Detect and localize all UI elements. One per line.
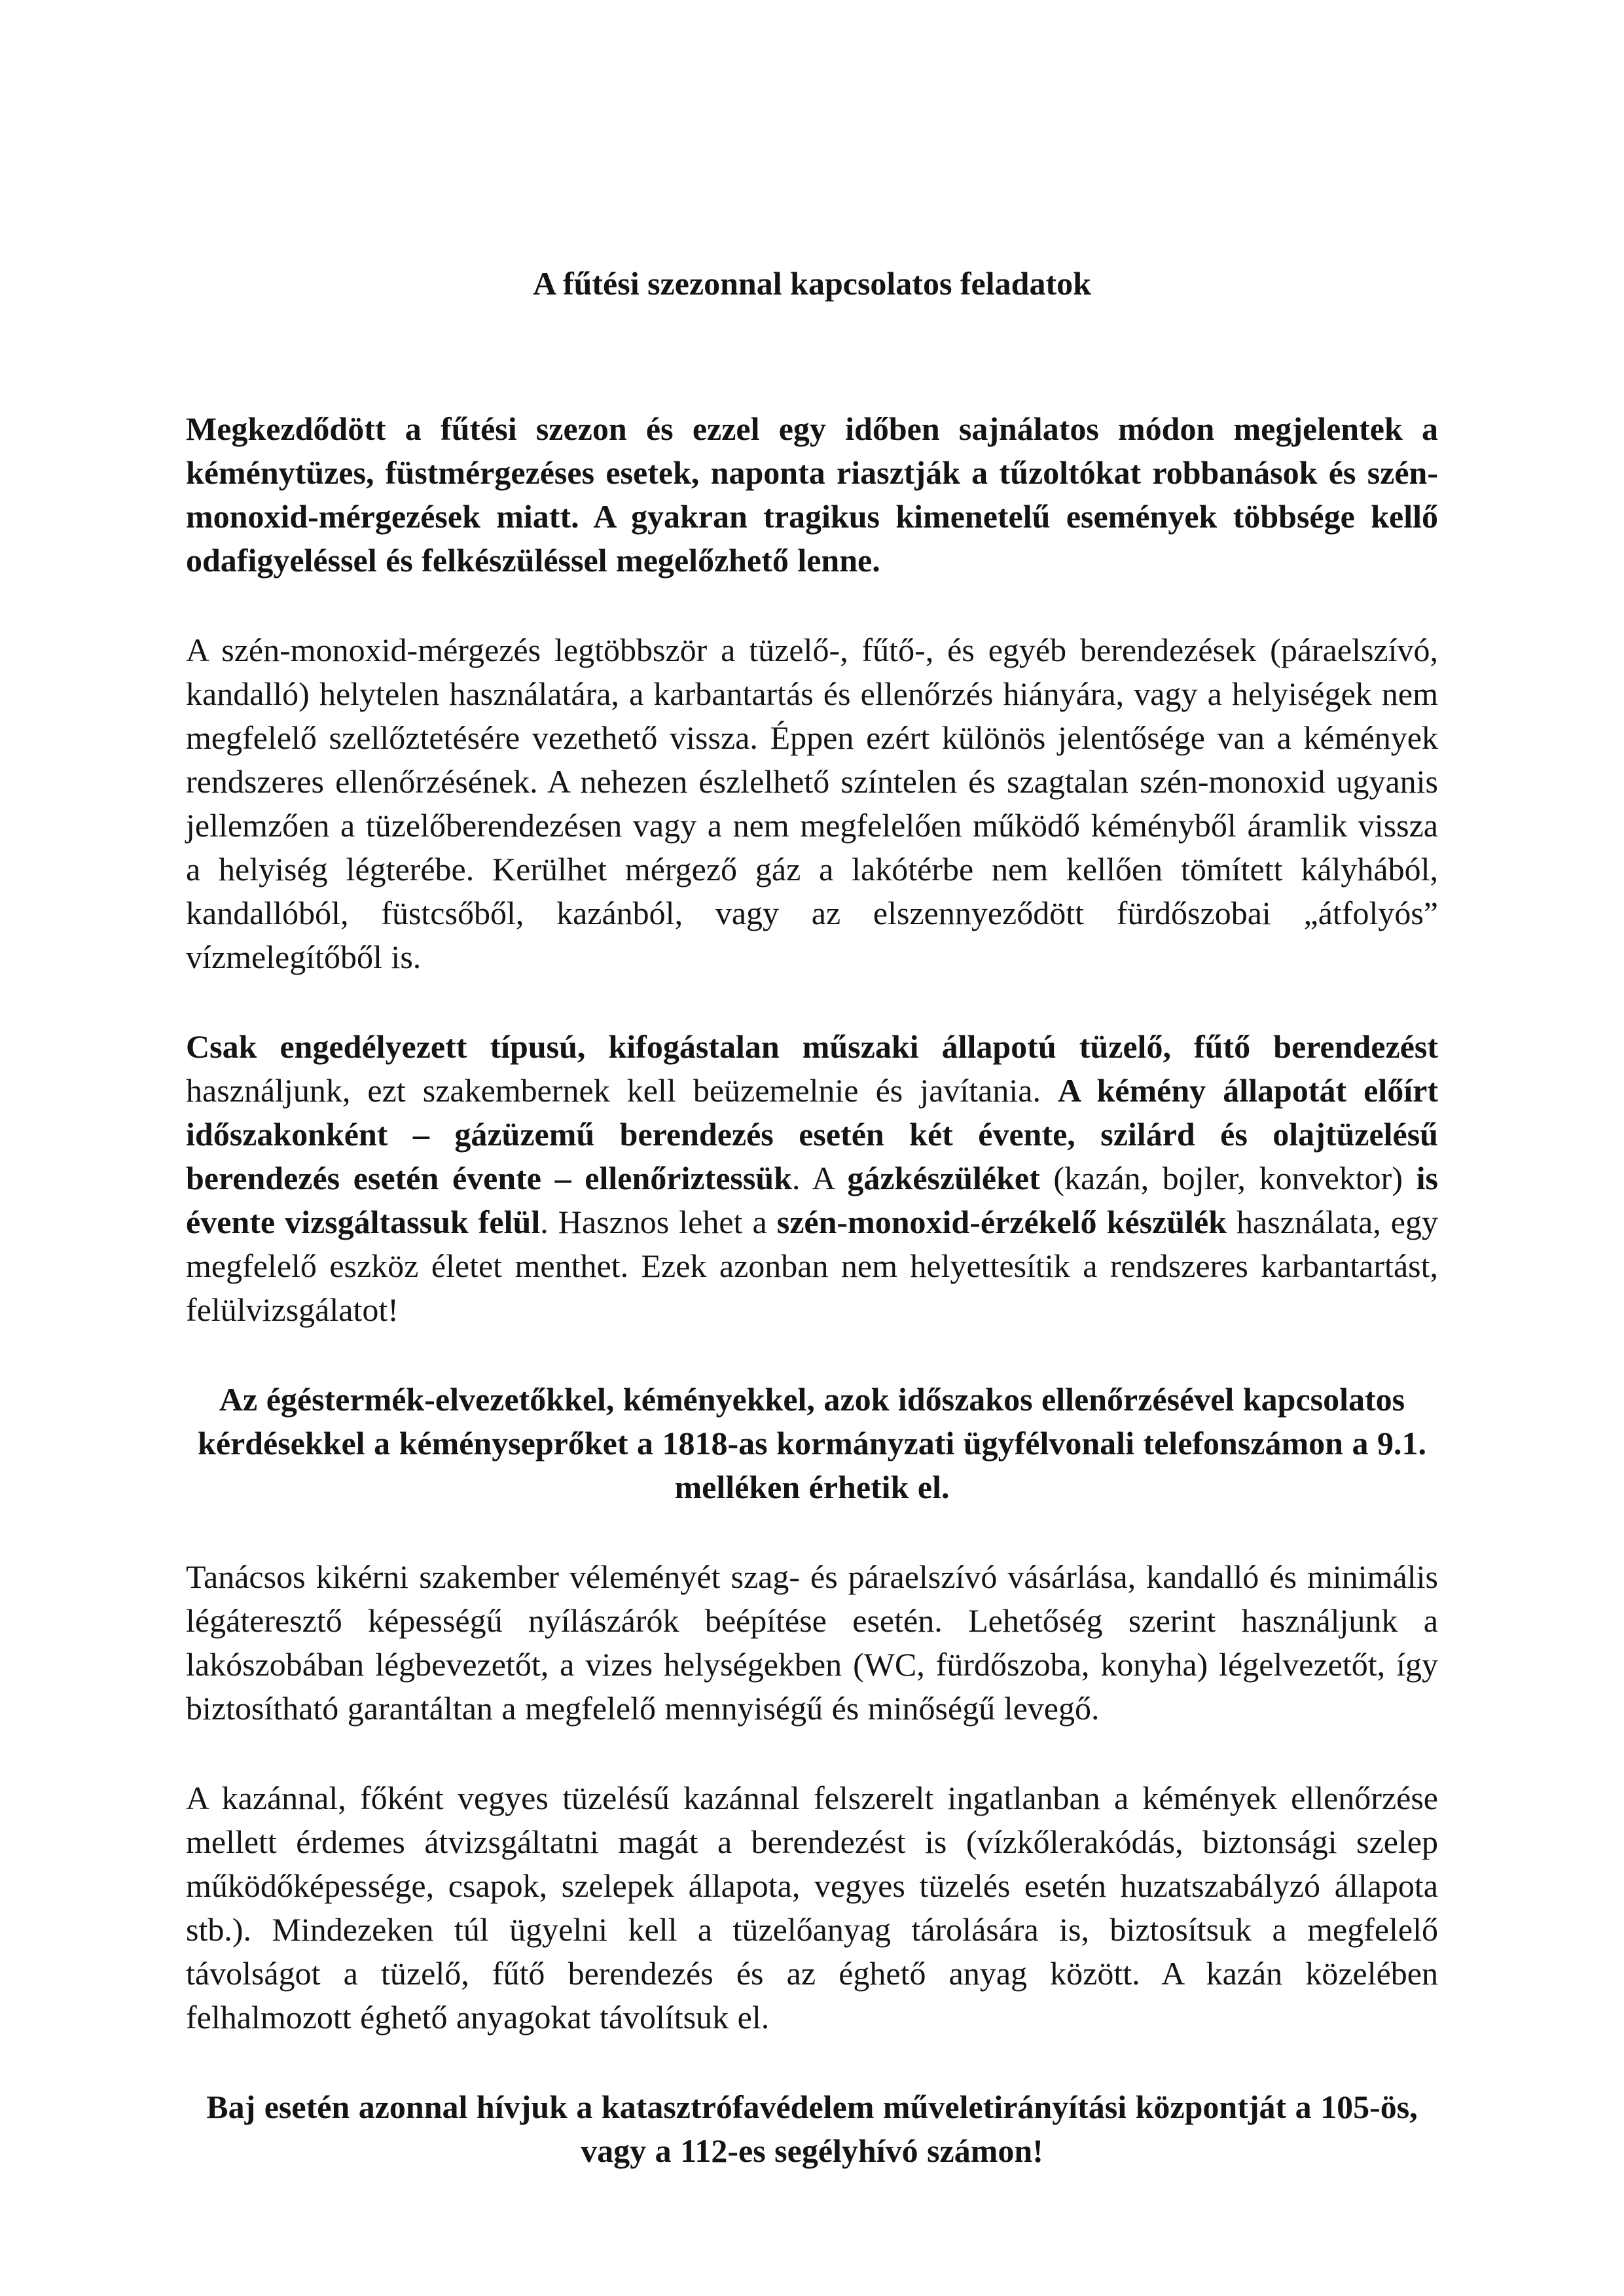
- co-poisoning-paragraph: [186, 628, 1438, 979]
- intro-paragraph: [186, 407, 1438, 583]
- bold-text-run: is évente vizsgáltassuk felül: [186, 1160, 1438, 1240]
- document-title: A fűtési szezonnal kapcsolatos feladatok: [533, 265, 1091, 302]
- bold-text-run: Baj esetén azonnal hívjuk a katasztrófavédelem műveletirányítási központját a 105-ös, vagy a 112-es segélyhívó számon!: [206, 2089, 1418, 2169]
- text-run: használata, egy megfelelő eszköz életet menthet. Ezek azonban nem helyettesítik a rendszeres karbantartást, felülvizsgálatot!: [186, 1204, 1438, 1328]
- text-run: A szén-monoxid-mérgezés legtöbbször a tüzelő-, fűtő-, és egyéb berendezések (páraelszívó, kandalló) helytelen használatára, a karbantartás és ellenőrzés hiányára, vagy a helyiségek nem megfelelő szellőztetésére vezethető vissza. Éppen ezért különös jelentősége van a kémények rendszeres ellenőrzésének. A nehezen észlelhető színtelen és szagtalan szén-monoxid ugyanis jellemzően a tüzelőberendezésen vagy a nem megfelelően működő kéményből áramlik vissza a helyiség légterébe. Kerülhet mérgező gáz a lakótérbe nem kellően tömített kályhából, kandallóból, füstcsőből, kazánból, vagy az elszennyeződött fürdőszobai „átfolyós” vízmelegítőből is.: [186, 632, 1438, 975]
- maintenance-paragraph: [186, 1025, 1438, 1332]
- text-run: . A: [791, 1160, 848, 1196]
- bold-text-run: Csak engedélyezett típusú, kifogástalan műszaki állapotú tüzelő, fűtő berendezést: [186, 1028, 1438, 1065]
- text-run: A kazánnal, főként vegyes tüzelésű kazánnal felszerelt ingatlanban a kémények ellenőrzése mellett érdemes átvizsgáltatni magát a berendezést is (vízkőlerakódás, biztonsági szelep működőképessége, csapok, szelepek állapota, vegyes tüzelés esetén huzatszabályzó állapota stb.). Mindezeken túl ügyelni kell a tüzelőanyag tárolására is, biztosítsuk a megfelelő távolságot a tüzelő, fűtő berendezés és az éghető anyag között. A kazán közelében felhalmozott éghető anyagokat távolítsuk el.: [186, 1780, 1438, 2036]
- document-body: [186, 407, 1438, 2173]
- bold-text-run: Megkezdődött a fűtési szezon és ezzel egy időben sajnálatos módon megjelentek a kéménytüzes, füstmérgezéses esetek, naponta riasztják a tűzoltókat robbanások és szén-monoxid-mérgezések miatt. A gyakran tragikus kimenetelű események többsége kellő odafigyeléssel és felkészüléssel megelőzhető lenne.: [186, 410, 1438, 579]
- text-run: Tanácsos kikérni szakember véleményét szag- és páraelszívó vásárlása, kandalló és minimális légáteresztő képességű nyílászárók beépítése esetén. Lehetőség szerint használjunk a lakószobában légbevezetőt, a vizes helységekben (WC, fürdőszoba, konyha) légelvezetőt, így biztosítható garantáltan a megfelelő mennyiségű és minőségű levegő.: [186, 1558, 1438, 1727]
- ventilation-paragraph: [186, 1555, 1438, 1731]
- bold-text-run: szén-monoxid-érzékelő készülék: [776, 1204, 1237, 1240]
- text-run: (kazán, bojler, konvektor): [1053, 1160, 1416, 1196]
- bold-text-run: gázkészüléket: [847, 1160, 1054, 1196]
- emergency-paragraph: [186, 2085, 1438, 2173]
- bold-text-run: Az égéstermék-elvezetőkkel, kéményekkel, azok időszakos ellenőrzésével kapcsolatos kérdésekkel a kéményseprőket a 1818-as kormányzati ügyfélvonali telefonszámon a 9.1. melléken érhetik el.: [198, 1381, 1426, 1505]
- text-run: . Hasznos lehet a: [540, 1204, 777, 1240]
- text-run: használjunk, ezt szakembernek kell beüzemelnie és javítania.: [186, 1072, 1058, 1109]
- chimney-sweep-contact-paragraph: [186, 1378, 1438, 1509]
- boiler-paragraph: [186, 1776, 1438, 2039]
- bold-text-run: A kémény állapotát előírt időszakonként – gázüzemű berendezés esetén két évente, szilárd és olajtüzelésű berendezés esetén évente – ellenőriztessük: [186, 1072, 1439, 1196]
